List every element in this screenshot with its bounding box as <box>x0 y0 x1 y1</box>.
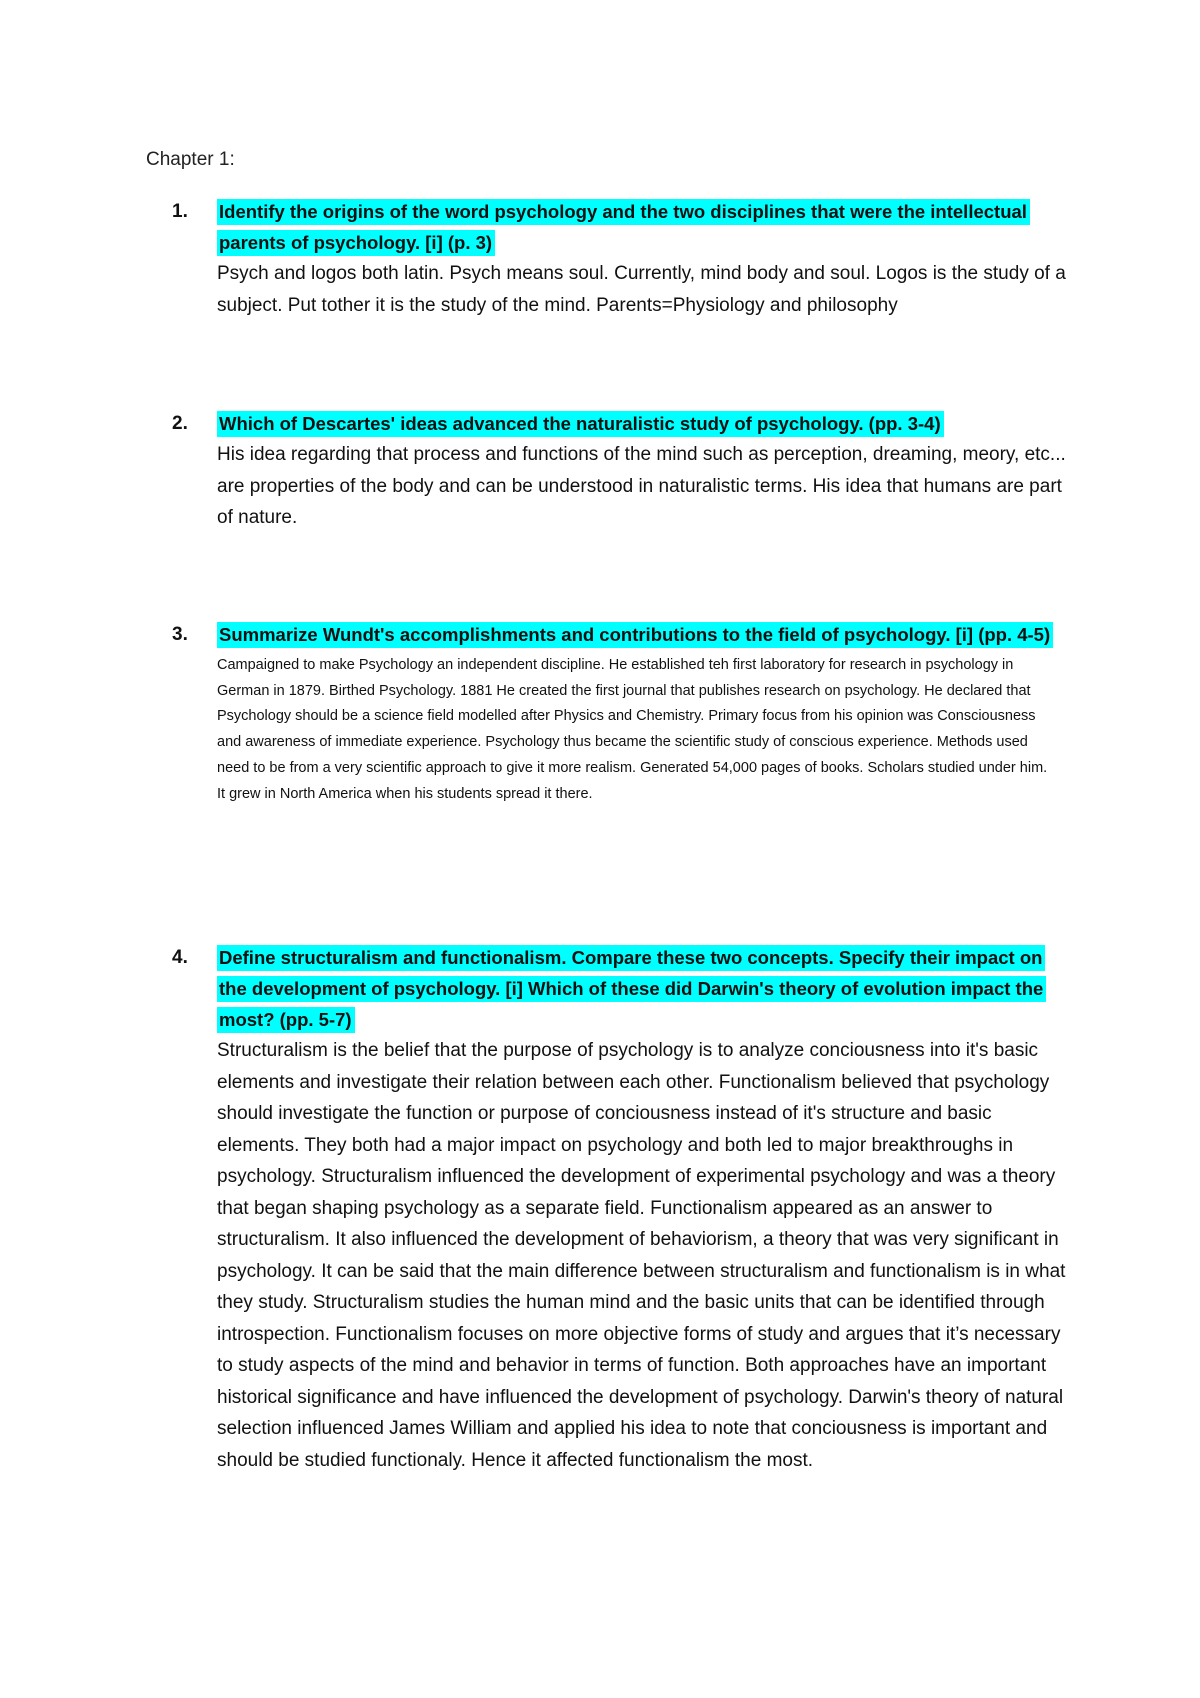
answer-text: Structuralism is the belief that the purpose of psychology is to analyze conciousness into it's basic elements and investigate their relation between each other. Functionalism believed that psychology should investigate the function or purpose of conciousness instead of it's structure and basic elements. They both had a major impact on psychology and both led to major breakthroughs in psychology. Structuralism influenced the development of experimental psychology and was a theory that began shaping psychology as a separate field. Functionalism appeared as an answer to structuralism. It also influenced the development of behaviorism, a theory that was very significant in psychology. It can be said that the main difference between structuralism and functionalism is in what they study. Structuralism studies the human mind and the basic units that can be identified through introspection. Functionalism focuses on more objective forms of study and argues that it’s necessary to study aspects of the mind and behavior in terms of function. Both approaches have an important historical significance and have influenced the development of psychology. Darwin's theory of natural selection influenced James William and applied his idea to note that conciousness is important and should be studied functionaly. Hence it affected functionalism the most. <box>217 1040 1066 1471</box>
question-title-highlight: Define structuralism and functionalism. Compare these two concepts. Specify their impact on the development of psychology. [i] Which of these did Darwin's theory of evolution impact the most? (pp. 5-7) <box>217 945 1046 1033</box>
question-number: 1. <box>172 201 188 222</box>
question-number: 4. <box>172 947 188 968</box>
question-number: 2. <box>172 413 188 434</box>
question-body <box>217 619 1067 807</box>
question-body <box>217 196 1067 321</box>
question-body <box>217 408 1067 534</box>
question-title-highlight: Which of Descartes' ideas advanced the naturalistic study of psychology. (pp. 3-4) <box>217 411 944 437</box>
question-title <box>217 942 1067 1035</box>
answer-text: Psych and logos both latin. Psych means soul. Currently, mind body and soul. Logos is the study of a subject. Put tother it is the study of the mind. Parents=Physiology and philosophy <box>217 263 1066 316</box>
question-title-highlight: Identify the origins of the word psychology and the two disciplines that were the intellectual parents of psychology. [i] (p. 3) <box>217 199 1030 256</box>
question-number: 3. <box>172 624 188 645</box>
question-body <box>217 942 1067 1476</box>
question-title <box>217 619 1067 650</box>
answer-text: His idea regarding that process and functions of the mind such as perception, dreaming, meory, etc... are properties of the body and can be understood in naturalistic terms. His idea that humans are part of nature. <box>217 444 1066 528</box>
answer-text: Campaigned to make Psychology an independent discipline. He established teh first laboratory for research in psychology in German in 1879. Birthed Psychology. 1881 He created the first journal that publishes research on psychology. He declared that Psychology should be a science field modelled after Physics and Chemistry. Primary focus from his opinion was Consciousness and awareness of immediate experience. Psychology thus became the scientific study of conscious experience. Methods used need to be from a very scientific approach to give it more realism. Generated 54,000 pages of books. Scholars studied under him. It grew in North America when his students spread it there. <box>217 657 1048 802</box>
question-title-highlight: Summarize Wundt's accomplishments and contributions to the field of psychology. [i] (pp. 4-5) <box>217 622 1053 648</box>
chapter-title: Chapter 1: <box>146 149 235 170</box>
question-title <box>217 408 1067 439</box>
question-title <box>217 196 1067 258</box>
